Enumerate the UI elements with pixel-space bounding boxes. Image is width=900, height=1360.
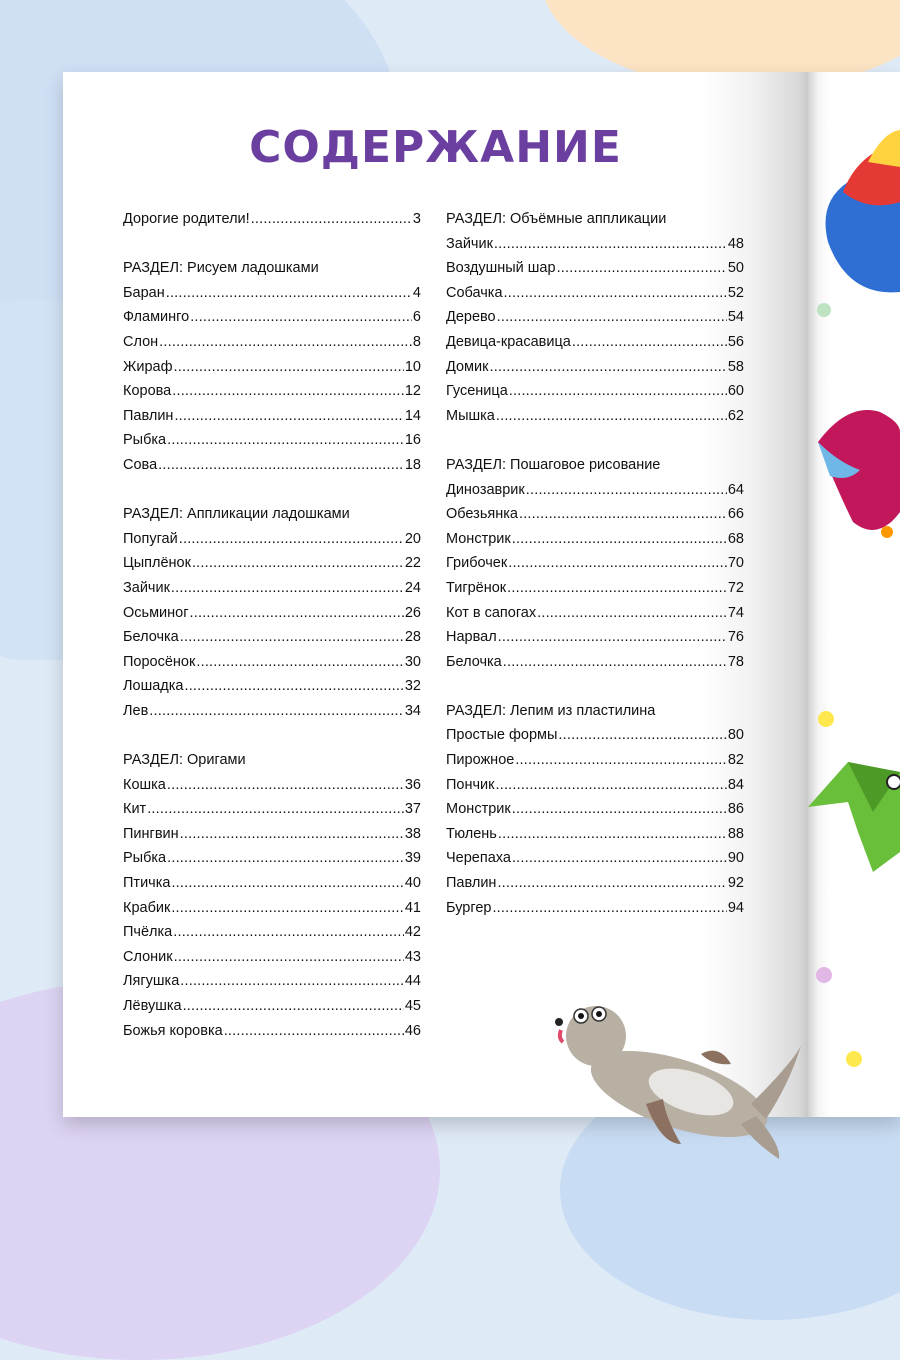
toc-entry-page-number: 58: [728, 355, 744, 380]
toc-entry-title: Тюлень: [446, 822, 497, 847]
toc-entry[interactable]: [446, 281, 744, 306]
dot-leader: [167, 846, 404, 871]
toc-entry-page-number: 56: [728, 330, 744, 355]
section-heading: РАЗДЕЛ: Аппликации ладошками: [123, 502, 421, 527]
toc-entry-page-number: 80: [728, 723, 744, 748]
dot-leader: [519, 502, 727, 527]
toc-entry[interactable]: [446, 822, 744, 847]
toc-entry-title: Грибочек: [446, 551, 507, 576]
toc-entry[interactable]: [446, 625, 744, 650]
toc-entry-page-number: 32: [405, 674, 421, 699]
toc-entry-title: Дерево: [446, 305, 496, 330]
toc-entry[interactable]: [446, 305, 744, 330]
toc-entry[interactable]: [123, 625, 421, 650]
toc-entry-title: Воздушный шар: [446, 256, 556, 281]
dot-leader: [526, 478, 727, 503]
toc-entry[interactable]: [123, 527, 421, 552]
toc-entry[interactable]: [446, 723, 744, 748]
decor-dot: [818, 711, 834, 727]
toc-entry[interactable]: [123, 207, 421, 232]
toc-entry[interactable]: [123, 601, 421, 626]
toc-entry-page-number: 18: [405, 453, 421, 478]
dot-leader: [180, 969, 404, 994]
toc-entry-page-number: 43: [405, 945, 421, 970]
dot-leader: [512, 797, 727, 822]
toc-entry-title: Попугай: [123, 527, 178, 552]
toc-entry-page-number: 36: [405, 773, 421, 798]
toc-entry-title: Сова: [123, 453, 157, 478]
toc-entry[interactable]: [123, 1019, 421, 1044]
dot-leader: [251, 207, 412, 232]
toc-entry-title: Тигрёнок: [446, 576, 506, 601]
dot-leader: [494, 232, 727, 257]
dot-leader: [496, 773, 727, 798]
toc-entry-title: Пчёлка: [123, 920, 172, 945]
page-title: СОДЕРЖАНИЕ: [63, 122, 808, 173]
toc-entry[interactable]: [446, 576, 744, 601]
toc-entry-page-number: 30: [405, 650, 421, 675]
toc-entry-page-number: 76: [728, 625, 744, 650]
contents-page: [63, 72, 808, 1117]
toc-entry[interactable]: [446, 232, 744, 257]
toc-entry[interactable]: [123, 846, 421, 871]
toc-entry[interactable]: [123, 453, 421, 478]
toc-entry-title: Собачка: [446, 281, 503, 306]
dot-leader: [557, 256, 727, 281]
toc-entry-title: Кот в сапогах: [446, 601, 536, 626]
decor-dot: [846, 1051, 862, 1067]
toc-entry-page-number: 48: [728, 232, 744, 257]
toc-entry[interactable]: [123, 699, 421, 724]
toc-entry-page-number: 34: [405, 699, 421, 724]
toc-entry-title: Слон: [123, 330, 158, 355]
toc-entry-title: Осьминог: [123, 601, 189, 626]
section-heading: РАЗДЕЛ: Оригами: [123, 748, 421, 773]
toc-column-left: [123, 207, 421, 1043]
toc-entry-title: Мышка: [446, 404, 495, 429]
toc-entry[interactable]: [446, 896, 744, 921]
toc-entry-title: Бургер: [446, 896, 491, 921]
toc-entry[interactable]: [123, 576, 421, 601]
toc-entry[interactable]: [123, 797, 421, 822]
toc-entry-page-number: 74: [728, 601, 744, 626]
toc-entry-title: Рыбка: [123, 428, 166, 453]
dot-leader: [492, 896, 726, 921]
toc-entry-page-number: 68: [728, 527, 744, 552]
decor-dot: [881, 526, 893, 538]
toc-entry-page-number: 42: [405, 920, 421, 945]
toc-entry-page-number: 39: [405, 846, 421, 871]
toc-entry[interactable]: [446, 379, 744, 404]
toc-entry-page-number: 10: [405, 355, 421, 380]
toc-entry-title: Рыбка: [123, 846, 166, 871]
dot-leader: [497, 871, 726, 896]
toc-entry-title: Нарвал: [446, 625, 497, 650]
toc-entry-title: Кошка: [123, 773, 166, 798]
toc-entry-page-number: 24: [405, 576, 421, 601]
toc-entry-title: Цыплёнок: [123, 551, 191, 576]
dot-leader: [167, 773, 404, 798]
toc-entry-page-number: 14: [405, 404, 421, 429]
dot-leader: [192, 551, 404, 576]
toc-entry-page-number: 82: [728, 748, 744, 773]
dot-leader: [507, 576, 727, 601]
toc-entry[interactable]: [446, 478, 744, 503]
dot-leader: [159, 330, 412, 355]
toc-entry[interactable]: [446, 551, 744, 576]
toc-entry-page-number: 6: [413, 305, 421, 330]
dot-leader: [504, 281, 727, 306]
toc-entry[interactable]: [123, 379, 421, 404]
toc-entry-page-number: 70: [728, 551, 744, 576]
dot-leader: [166, 281, 412, 306]
toc-entry-page-number: 60: [728, 379, 744, 404]
section-spacer: [123, 723, 421, 748]
toc-entry-page-number: 86: [728, 797, 744, 822]
toc-entry-title: Зайчик: [446, 232, 493, 257]
toc-entry-title: Божья коровка: [123, 1019, 223, 1044]
next-page-edge: [808, 72, 900, 1117]
yellow-hand-shape: [868, 130, 900, 167]
toc-entry[interactable]: [446, 773, 744, 798]
dot-leader: [498, 822, 727, 847]
toc-entry-page-number: 45: [405, 994, 421, 1019]
toc-entry-title: Лошадка: [123, 674, 183, 699]
section-heading: РАЗДЕЛ: Объёмные аппликации: [446, 207, 744, 232]
toc-entry-page-number: 72: [728, 576, 744, 601]
toc-entry-page-number: 94: [728, 896, 744, 921]
toc-entry-title: Поросёнок: [123, 650, 195, 675]
dot-leader: [497, 305, 727, 330]
toc-entry[interactable]: [446, 330, 744, 355]
toc-entry-title: Черепаха: [446, 846, 511, 871]
open-book: [63, 72, 900, 1117]
dot-leader: [173, 920, 404, 945]
decor-dot: [817, 303, 831, 317]
dot-leader: [179, 527, 404, 552]
toc-entry-title: Девица-красавица: [446, 330, 571, 355]
toc-entry-title: Крабик: [123, 896, 170, 921]
toc-entry[interactable]: [123, 674, 421, 699]
toc-entry-page-number: 22: [405, 551, 421, 576]
section-heading: РАЗДЕЛ: Лепим из пластилина: [446, 699, 744, 724]
toc-entry[interactable]: [123, 404, 421, 429]
toc-entry[interactable]: [446, 748, 744, 773]
toc-entry-page-number: 62: [728, 404, 744, 429]
toc-entry-title: Лев: [123, 699, 148, 724]
toc-entry[interactable]: [123, 428, 421, 453]
dot-leader: [180, 625, 404, 650]
toc-entry-title: Кит: [123, 797, 146, 822]
toc-entry[interactable]: [123, 551, 421, 576]
toc-entry-page-number: 52: [728, 281, 744, 306]
toc-entry-page-number: 90: [728, 846, 744, 871]
toc-entry-page-number: 4: [413, 281, 421, 306]
section-heading: РАЗДЕЛ: Пошаговое рисование: [446, 453, 744, 478]
toc-entry[interactable]: [446, 527, 744, 552]
toc-entry-page-number: 50: [728, 256, 744, 281]
section-spacer: [123, 232, 421, 257]
toc-entry[interactable]: [123, 305, 421, 330]
section-heading: РАЗДЕЛ: Рисуем ладошками: [123, 256, 421, 281]
toc-entry-page-number: 44: [405, 969, 421, 994]
toc-entry-page-number: 16: [405, 428, 421, 453]
dot-leader: [489, 355, 726, 380]
section-spacer: [446, 428, 744, 453]
toc-entry-title: Баран: [123, 281, 165, 306]
toc-entry[interactable]: [123, 969, 421, 994]
decor-dot: [816, 967, 832, 983]
dot-leader: [167, 428, 404, 453]
toc-entry-title: Гусеница: [446, 379, 508, 404]
toc-entry[interactable]: [123, 330, 421, 355]
toc-entry[interactable]: [446, 502, 744, 527]
toc-entry[interactable]: [446, 256, 744, 281]
toc-entry-title: Простые формы: [446, 723, 557, 748]
toc-entry-title: Фламинго: [123, 305, 189, 330]
toc-entry[interactable]: [123, 773, 421, 798]
toc-entry-title: Монстрик: [446, 797, 511, 822]
toc-entry[interactable]: [446, 355, 744, 380]
toc-entry-title: Пингвин: [123, 822, 179, 847]
toc-entry-title: Дорогие родители!: [123, 207, 250, 232]
toc-entry[interactable]: [123, 281, 421, 306]
dot-leader: [174, 355, 404, 380]
toc-entry-page-number: 46: [405, 1019, 421, 1044]
dot-leader: [224, 1019, 404, 1044]
toc-entry-title: Лёвушка: [123, 994, 182, 1019]
toc-entry[interactable]: [123, 871, 421, 896]
dot-leader: [171, 896, 404, 921]
toc-entry-title: Обезьянка: [446, 502, 518, 527]
dot-leader: [174, 945, 404, 970]
dot-leader: [180, 822, 404, 847]
toc-entry[interactable]: [123, 896, 421, 921]
toc-entry-title: Пончик: [446, 773, 495, 798]
dot-leader: [183, 994, 404, 1019]
toc-entry-title: Домик: [446, 355, 488, 380]
dot-leader: [158, 453, 404, 478]
dot-leader: [515, 748, 727, 773]
toc-entry[interactable]: [123, 650, 421, 675]
toc-entry-page-number: 64: [728, 478, 744, 503]
toc-entry[interactable]: [446, 601, 744, 626]
dot-leader: [496, 404, 727, 429]
toc-entry-page-number: 8: [413, 330, 421, 355]
dot-leader: [190, 305, 412, 330]
toc-entry-page-number: 92: [728, 871, 744, 896]
dot-leader: [184, 674, 403, 699]
toc-entry[interactable]: [123, 945, 421, 970]
toc-entry-title: Белочка: [446, 650, 502, 675]
dot-leader: [147, 797, 404, 822]
toc-entry-page-number: 78: [728, 650, 744, 675]
toc-entry-title: Птичка: [123, 871, 170, 896]
toc-entry-title: Павлин: [123, 404, 173, 429]
dot-leader: [512, 846, 727, 871]
toc-entry-page-number: 26: [405, 601, 421, 626]
frog-eye: [887, 775, 900, 789]
dot-leader: [149, 699, 404, 724]
toc-entry[interactable]: [123, 920, 421, 945]
toc-entry-page-number: 3: [413, 207, 421, 232]
toc-entry-page-number: 12: [405, 379, 421, 404]
toc-entry-title: Белочка: [123, 625, 179, 650]
dot-leader: [196, 650, 404, 675]
toc-entry-page-number: 54: [728, 305, 744, 330]
toc-column-right: [446, 207, 744, 920]
toc-entry-page-number: 28: [405, 625, 421, 650]
dot-leader: [498, 625, 727, 650]
toc-entry-title: Лягушка: [123, 969, 179, 994]
toc-entry-title: Зайчик: [123, 576, 170, 601]
section-spacer: [123, 478, 421, 503]
toc-entry[interactable]: [446, 650, 744, 675]
dot-leader: [171, 871, 403, 896]
toc-entry-title: Слоник: [123, 945, 173, 970]
toc-entry-title: Монстрик: [446, 527, 511, 552]
dot-leader: [537, 601, 727, 626]
dot-leader: [572, 330, 727, 355]
toc-entry-title: Динозаврик: [446, 478, 525, 503]
toc-entry-page-number: 20: [405, 527, 421, 552]
dot-leader: [512, 527, 727, 552]
dot-leader: [174, 404, 403, 429]
right-page-illustrations: [808, 72, 900, 1117]
toc-entry-page-number: 38: [405, 822, 421, 847]
toc-entry-page-number: 88: [728, 822, 744, 847]
toc-entry-page-number: 40: [405, 871, 421, 896]
toc-entry-title: Пирожное: [446, 748, 514, 773]
toc-entry[interactable]: [123, 994, 421, 1019]
toc-entry[interactable]: [446, 871, 744, 896]
toc-entry-page-number: 66: [728, 502, 744, 527]
toc-entry[interactable]: [123, 822, 421, 847]
toc-entry-title: Корова: [123, 379, 171, 404]
toc-entry[interactable]: [446, 846, 744, 871]
toc-entry-title: Жираф: [123, 355, 173, 380]
dot-leader: [558, 723, 726, 748]
toc-entry-page-number: 37: [405, 797, 421, 822]
dot-leader: [190, 601, 404, 626]
plasticine-seal-illustration: [551, 994, 811, 1164]
dot-leader: [172, 379, 404, 404]
toc-entry-title: Павлин: [446, 871, 496, 896]
toc-entry[interactable]: [446, 797, 744, 822]
toc-entry[interactable]: [446, 404, 744, 429]
toc-entry-page-number: 84: [728, 773, 744, 798]
dot-leader: [503, 650, 727, 675]
dot-leader: [509, 379, 727, 404]
dot-leader: [171, 576, 404, 601]
toc-entry-page-number: 41: [405, 896, 421, 921]
toc-entry[interactable]: [123, 355, 421, 380]
dot-leader: [508, 551, 727, 576]
section-spacer: [446, 674, 744, 699]
